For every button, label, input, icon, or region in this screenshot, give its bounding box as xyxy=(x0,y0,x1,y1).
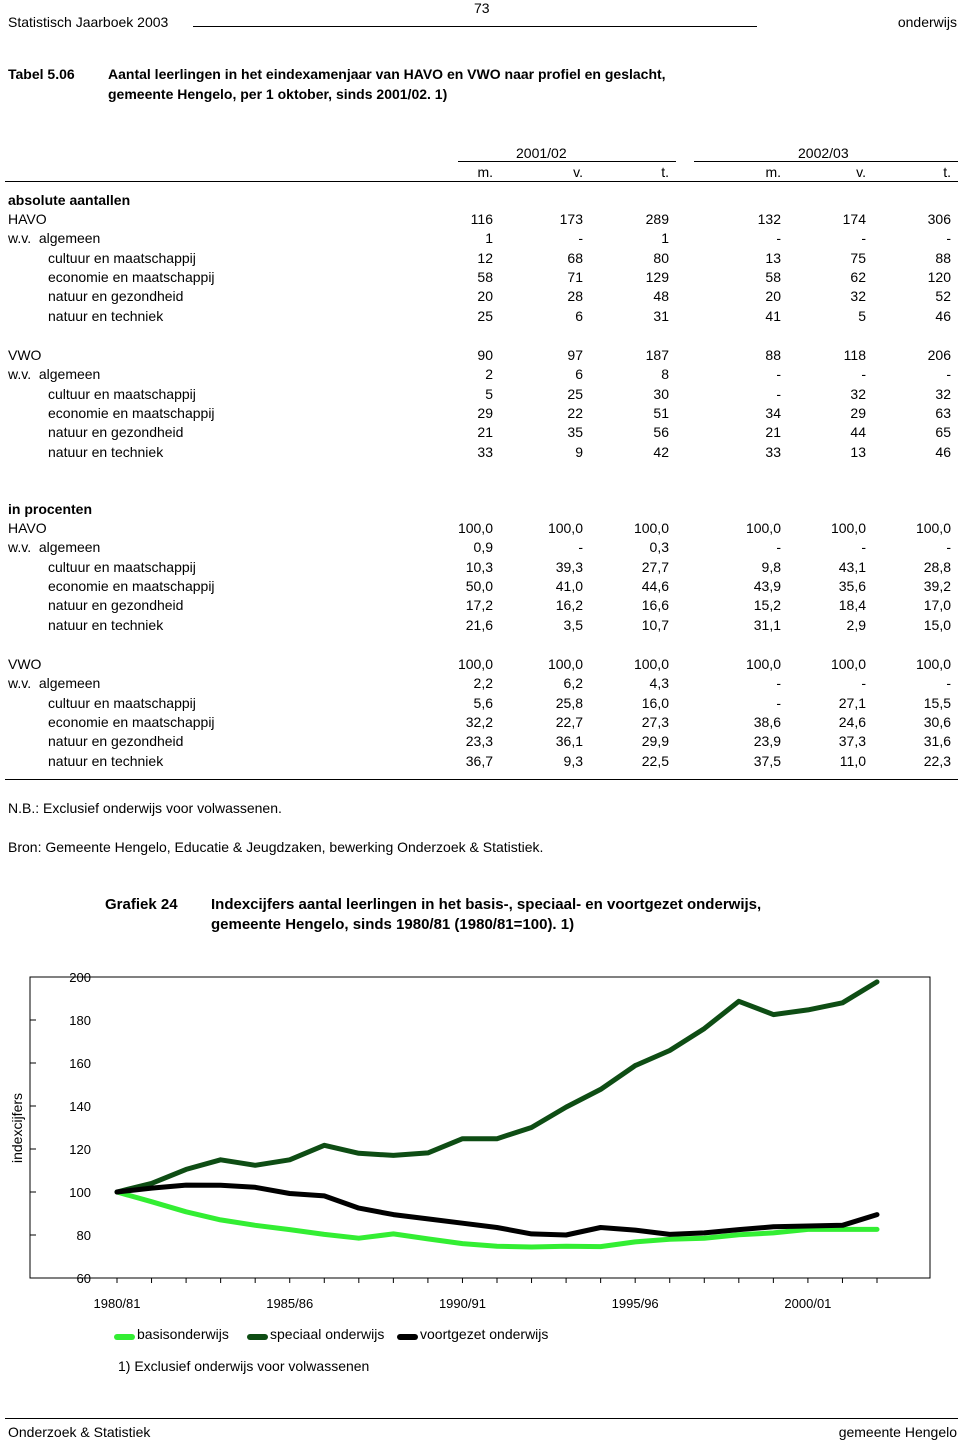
table-source: Bron: Gemeente Hengelo, Educatie & Jeugdzaken, bewerking Onderzoek & Statistiek. xyxy=(8,839,544,855)
table-cell: - xyxy=(861,539,866,556)
table-row xyxy=(0,230,960,249)
table-cell: 5 xyxy=(485,385,493,402)
table-row xyxy=(0,405,960,424)
table-cell: 15,2 xyxy=(753,597,781,614)
table-cell: 9,3 xyxy=(563,752,583,769)
table-cell: 187 xyxy=(645,347,669,363)
row-label: w.v. algemeen xyxy=(8,675,101,692)
header-rule xyxy=(193,26,757,27)
table-cell: 15,5 xyxy=(923,694,951,711)
y-tick-label: 180 xyxy=(69,1013,91,1028)
table-cell: 25 xyxy=(567,385,583,402)
table-cell: - xyxy=(776,366,781,383)
table-cell: 8 xyxy=(661,366,669,383)
table-cell: - xyxy=(776,230,781,247)
year-rule-1 xyxy=(458,161,676,162)
table-cell: 12 xyxy=(477,249,493,266)
table-cell: 13 xyxy=(850,443,866,460)
table-cell: 32 xyxy=(850,288,866,305)
table-cell: 16,2 xyxy=(555,597,583,614)
row-label: cultuur en maatschappij xyxy=(48,558,196,575)
row-label: cultuur en maatschappij xyxy=(48,694,196,711)
row-label: cultuur en maatschappij xyxy=(48,385,196,402)
table-cell: 100,0 xyxy=(745,656,781,672)
table-cell: 39,3 xyxy=(555,558,583,575)
row-label: natuur en techniek xyxy=(48,752,164,769)
table-row xyxy=(0,269,960,288)
header-left: Statistisch Jaarboek 2003 xyxy=(8,14,169,30)
table-cell: 35 xyxy=(567,424,583,441)
table-cell: 52 xyxy=(935,288,951,305)
table-cell: 36,7 xyxy=(465,752,493,769)
table-cell: 90 xyxy=(477,347,493,363)
subcolumn-label: t. xyxy=(943,164,951,180)
table-cell: 44 xyxy=(850,424,866,441)
footer-rule xyxy=(5,1418,958,1419)
row-label: natuur en gezondheid xyxy=(48,733,184,750)
table-cell: 24,6 xyxy=(838,713,866,730)
table-cell: 100,0 xyxy=(633,520,669,536)
group-label: HAVO xyxy=(8,520,47,536)
table-cell: 2 xyxy=(485,366,493,383)
table-row xyxy=(0,714,960,733)
table-cell: 34 xyxy=(765,404,781,421)
row-label: natuur en techniek xyxy=(48,443,164,460)
series-line-1 xyxy=(117,982,877,1192)
y-tick-label: 200 xyxy=(69,970,91,985)
table-cell: 1 xyxy=(661,230,669,247)
table-cell: 32 xyxy=(935,385,951,402)
table-cell: 100,0 xyxy=(830,520,866,536)
table-cell: 173 xyxy=(559,211,583,227)
table-cell: - xyxy=(578,539,583,556)
subcolumn-label: m. xyxy=(765,164,781,180)
table-cell: 30,6 xyxy=(923,713,951,730)
table-cell: 29,9 xyxy=(641,733,669,750)
table-cell: 28,8 xyxy=(923,558,951,575)
table-cell: 41,0 xyxy=(555,577,583,594)
table-cell: 21,6 xyxy=(465,616,493,633)
table-cell: 18,4 xyxy=(838,597,866,614)
table-title-line1: Aantal leerlingen in het eindexamenjaar van HAVO en VWO naar profiel en geslacht, xyxy=(108,66,666,82)
year-header-2: 2002/03 xyxy=(798,145,849,161)
figure-title-line1: Indexcijfers aantal leerlingen in het basis-, speciaal- en voortgezet onderwijs, xyxy=(211,896,762,913)
group-label: HAVO xyxy=(8,211,47,227)
row-label: economie en maatschappij xyxy=(48,577,215,594)
table-cell: 88 xyxy=(765,347,781,363)
table-bottom-rule xyxy=(5,779,958,780)
table-cell: 2,2 xyxy=(473,675,493,692)
table-cell: 9,8 xyxy=(761,558,781,575)
table-cell: 13 xyxy=(765,249,781,266)
table-cell: - xyxy=(776,385,781,402)
y-tick-label: 60 xyxy=(76,1271,91,1286)
table-cell: 22,3 xyxy=(923,752,951,769)
table-cell: 51 xyxy=(653,404,669,421)
table-row xyxy=(0,617,960,636)
table-cell: 65 xyxy=(935,424,951,441)
table-cell: 28 xyxy=(567,288,583,305)
table-cell: 132 xyxy=(757,211,781,227)
table-cell: - xyxy=(946,675,951,692)
table-cell: 1 xyxy=(485,230,493,247)
table-cell: 58 xyxy=(477,268,493,285)
table-cell: 27,1 xyxy=(838,694,866,711)
footer-right: gemeente Hengelo xyxy=(838,1424,957,1440)
table-row xyxy=(0,578,960,597)
table-cell: 88 xyxy=(935,249,951,266)
table-cell: 174 xyxy=(842,211,866,227)
table-row xyxy=(0,539,960,558)
table-cell: 100,0 xyxy=(457,520,493,536)
table-cell: 23,9 xyxy=(753,733,781,750)
row-label: cultuur en maatschappij xyxy=(48,249,196,266)
table-cell: 48 xyxy=(653,288,669,305)
table-row xyxy=(0,656,960,675)
y-tick-label: 80 xyxy=(76,1228,91,1243)
table-cell: 58 xyxy=(765,268,781,285)
table-row xyxy=(0,559,960,578)
table-row xyxy=(0,695,960,714)
legend-label: speciaal onderwijs xyxy=(270,1326,385,1342)
y-axis-label: indexcijfers xyxy=(9,1092,25,1164)
table-cell: 129 xyxy=(645,268,669,285)
group-label: VWO xyxy=(8,347,42,363)
table-cell: - xyxy=(776,694,781,711)
y-tick-label: 140 xyxy=(69,1099,91,1114)
table-cell: 22,5 xyxy=(641,752,669,769)
table-cell: 100,0 xyxy=(547,656,583,672)
table-cell: - xyxy=(861,366,866,383)
table-cell: 100,0 xyxy=(633,656,669,672)
x-tick-label: 2000/01 xyxy=(784,1296,832,1311)
line-chart xyxy=(0,960,960,1380)
table-cell: 289 xyxy=(645,211,669,227)
table-row xyxy=(0,597,960,616)
year-header-1: 2001/02 xyxy=(516,145,567,161)
table-cell: 33 xyxy=(765,443,781,460)
table-cell: 32 xyxy=(850,385,866,402)
table-cell: 27,3 xyxy=(641,713,669,730)
table-cell: 6,2 xyxy=(563,675,583,692)
table-cell: 22,7 xyxy=(555,713,583,730)
table-row xyxy=(0,386,960,405)
header-right: onderwijs xyxy=(897,14,957,30)
row-label: w.v. algemeen xyxy=(8,230,101,247)
row-label: w.v. algemeen xyxy=(8,366,101,383)
row-label: economie en maatschappij xyxy=(48,404,215,421)
table-cell: 306 xyxy=(927,211,951,227)
subcolumn-label: v. xyxy=(856,164,866,180)
table-cell: - xyxy=(946,539,951,556)
table-cell: 68 xyxy=(567,249,583,266)
table-cell: 33 xyxy=(477,443,493,460)
table-cell: - xyxy=(578,230,583,247)
table-cell: 71 xyxy=(567,268,583,285)
table-cell: 75 xyxy=(850,249,866,266)
subcolumn-label: m. xyxy=(477,164,493,180)
table-label: Tabel 5.06 xyxy=(8,66,75,82)
row-label: natuur en gezondheid xyxy=(48,424,184,441)
table-cell: 100,0 xyxy=(830,656,866,672)
table-cell: 37,5 xyxy=(753,752,781,769)
table-top-rule xyxy=(5,181,958,182)
row-label: w.v. algemeen xyxy=(8,539,101,556)
table-cell: 5 xyxy=(858,307,866,324)
table-cell: 46 xyxy=(935,443,951,460)
table-cell: 16,0 xyxy=(641,694,669,711)
table-cell: 5,6 xyxy=(473,694,493,711)
table-cell: 56 xyxy=(653,424,669,441)
table-cell: 10,7 xyxy=(641,616,669,633)
group-label: VWO xyxy=(8,656,42,672)
table-cell: - xyxy=(861,675,866,692)
table-cell: 9 xyxy=(575,443,583,460)
table-cell: - xyxy=(946,366,951,383)
table-cell: 0,3 xyxy=(649,539,669,556)
table-cell: 100,0 xyxy=(915,520,951,536)
table-title-line2: gemeente Hengelo, per 1 oktober, sinds 2001/02. 1) xyxy=(108,86,448,102)
table-cell: 17,0 xyxy=(923,597,951,614)
section-title: absolute aantallen xyxy=(8,192,131,208)
table-row xyxy=(0,444,960,463)
table-cell: 20 xyxy=(765,288,781,305)
row-label: natuur en techniek xyxy=(48,616,164,633)
table-cell: 16,6 xyxy=(641,597,669,614)
table-row xyxy=(0,308,960,327)
table-cell: 11,0 xyxy=(839,752,866,769)
table-cell: 37,3 xyxy=(838,733,866,750)
table-cell: 25 xyxy=(477,307,493,324)
table-cell: - xyxy=(776,675,781,692)
table-row xyxy=(0,753,960,772)
row-label: natuur en gezondheid xyxy=(48,288,184,305)
table-cell: 38,6 xyxy=(753,713,781,730)
table-cell: 97 xyxy=(567,347,583,363)
table-cell: 50,0 xyxy=(465,577,493,594)
y-tick-label: 120 xyxy=(69,1142,91,1157)
table-cell: 23,3 xyxy=(465,733,493,750)
section-title: in procenten xyxy=(8,501,93,517)
x-tick-label: 1995/96 xyxy=(611,1296,659,1311)
table-cell: 25,8 xyxy=(555,694,583,711)
series-line-0 xyxy=(117,1192,877,1247)
table-cell: 118 xyxy=(843,347,866,363)
table-cell: 29 xyxy=(477,404,493,421)
table-row xyxy=(0,211,960,230)
chart-legend xyxy=(117,1326,548,1342)
table-cell: 15,0 xyxy=(923,616,951,633)
table-cell: 62 xyxy=(850,268,866,285)
x-tick-label: 1990/91 xyxy=(438,1296,486,1311)
table-cell: 42 xyxy=(653,443,669,460)
table-cell: - xyxy=(861,230,866,247)
table-cell: 32,2 xyxy=(465,713,493,730)
table-cell: 44,6 xyxy=(641,577,669,594)
table-cell: 10,3 xyxy=(465,558,493,575)
y-tick-label: 160 xyxy=(69,1056,91,1071)
table-cell: 41 xyxy=(765,307,781,324)
subcolumn-label: t. xyxy=(661,164,669,180)
table-cell: 3,5 xyxy=(563,616,583,633)
chart-series xyxy=(117,982,877,1247)
row-label: economie en maatschappij xyxy=(48,713,215,730)
legend-label: basisonderwijs xyxy=(137,1326,229,1342)
table-cell: 20 xyxy=(477,288,493,305)
table-cell: 21 xyxy=(477,424,493,441)
table-cell: 63 xyxy=(935,404,951,421)
table-cell: 30 xyxy=(653,385,669,402)
table-cell: 4,3 xyxy=(649,675,669,692)
legend-label: voortgezet onderwijs xyxy=(420,1326,549,1342)
page-number: 73 xyxy=(474,0,490,16)
table-cell: 100,0 xyxy=(915,656,951,672)
figure-label: Grafiek 24 xyxy=(105,896,178,913)
table-cell: 29 xyxy=(850,404,866,421)
table-cell: 6 xyxy=(575,366,583,383)
table-cell: 100,0 xyxy=(547,520,583,536)
table-row xyxy=(0,250,960,269)
series-line-2 xyxy=(117,1185,877,1235)
table-cell: 27,7 xyxy=(641,558,669,575)
table-row xyxy=(0,288,960,307)
subcolumn-label: v. xyxy=(573,164,583,180)
table-row xyxy=(0,347,960,366)
figure-title-line2: gemeente Hengelo, sinds 1980/81 (1980/81=100). 1) xyxy=(211,916,575,933)
table-cell: 206 xyxy=(927,347,951,363)
table-cell: 6 xyxy=(575,307,583,324)
table-cell: 43,9 xyxy=(753,577,781,594)
table-cell: 43,1 xyxy=(838,558,866,575)
y-tick-label: 100 xyxy=(69,1185,91,1200)
table-row xyxy=(0,366,960,385)
year-rule-2 xyxy=(694,161,958,162)
table-cell: - xyxy=(946,230,951,247)
row-label: natuur en gezondheid xyxy=(48,597,184,614)
figure-footnote: 1) Exclusief onderwijs voor volwassenen xyxy=(118,1358,370,1374)
table-cell: 39,2 xyxy=(923,577,951,594)
row-label: natuur en techniek xyxy=(48,307,164,324)
table-row xyxy=(0,520,960,539)
table-cell: 31,1 xyxy=(753,616,781,633)
table-note: N.B.: Exclusief onderwijs voor volwassenen. xyxy=(8,800,282,816)
table-row xyxy=(0,424,960,443)
table-row xyxy=(0,733,960,752)
table-cell: 17,2 xyxy=(465,597,493,614)
table-cell: - xyxy=(776,539,781,556)
table-cell: 2,9 xyxy=(846,616,866,633)
table-cell: 120 xyxy=(927,268,951,285)
table-cell: 31 xyxy=(653,307,669,324)
row-label: economie en maatschappij xyxy=(48,268,215,285)
table-cell: 22 xyxy=(567,404,583,421)
table-cell: 35,6 xyxy=(838,577,866,594)
table-cell: 21 xyxy=(765,424,781,441)
footer-left: Onderzoek & Statistiek xyxy=(8,1424,151,1440)
table-cell: 80 xyxy=(653,249,669,266)
table-cell: 100,0 xyxy=(745,520,781,536)
table-cell: 0,9 xyxy=(473,539,493,556)
x-tick-label: 1980/81 xyxy=(93,1296,141,1311)
table-row xyxy=(0,675,960,694)
table-cell: 31,6 xyxy=(923,733,951,750)
table-cell: 46 xyxy=(935,307,951,324)
table-cell: 36,1 xyxy=(555,733,583,750)
table-cell: 116 xyxy=(470,211,493,227)
x-tick-label: 1985/86 xyxy=(266,1296,314,1311)
table-cell: 100,0 xyxy=(457,656,493,672)
